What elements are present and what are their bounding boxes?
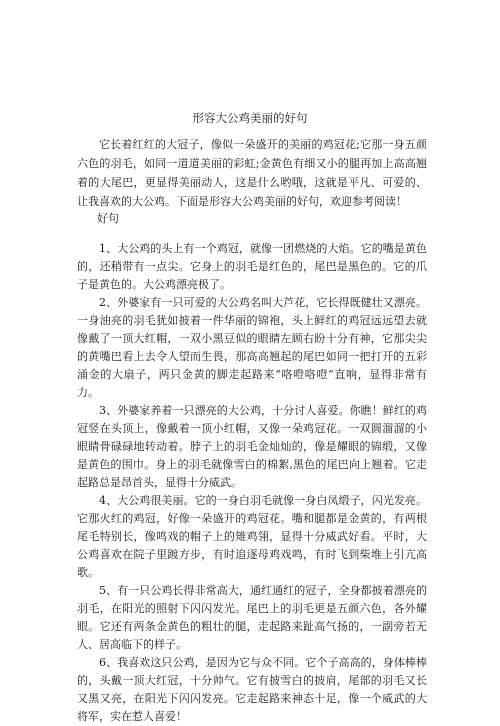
intro-paragraph: 它长着红红的大冠子，像似一朵盛开的美丽的鸡冠花;它那一身五颜六色的羽毛，如同一道道美丽的彩虹;金黄色有细又小的腿再加上高高翘着的大尾巴，更显得美丽动人，这是什么哟哦，这就是平凡、可爱的、让我喜欢的大公鸡。下面是形容大公鸡美丽的好句，欢迎参考阅读！ — [77, 138, 427, 208]
document-title: 形容大公鸡美丽的好句 — [192, 111, 308, 125]
sentence-list — [77, 240, 427, 726]
list-item: 1、大公鸡的头上有一个鸡冠，就像一团燃烧的大焰。它的嘴是黄色的，还稍带有一点尖。它身上的羽毛是红色的，尾巴是黑色的。它的爪子是黄色的。大公鸡漂亮极了。 — [77, 242, 427, 291]
list-item: 2、外婆家有一只可爱的大公鸡名叫大芦花，它长得既健壮又漂亮。一身油亮的羽毛犹如披着一件华丽的锦袍，头上鲜红的鸡冠远远望去就像戴了一顶大红帽，一双小黑豆似的眼睛左顾右盼十分有神，它那尖尖的黄嘴巴看上去令人望而生畏，那高高翘起的尾巴如同一把打开的五彩涌金的大扇子，两只金黄的脚走起路来“咯噔咯噔”直响，显得非常有力。 — [77, 296, 427, 399]
section-heading: 好句 — [97, 212, 119, 225]
list-item: 6、我喜欢这只公鸡，是因为它与众不同。它个子高高的，身体棒棒的，头戴一顶大红冠，十分帅气。它有披雪白的披肩，尾部的羽毛又长又黑又亮，在阳光下闪闪发亮。它走起路来神态十足，像一个威武的大将军，实在惹人喜爱！ — [77, 656, 427, 723]
list-item: 5、有一只公鸡长得非常高大，通红通红的冠子，全身都披着漂亮的羽毛，在阳光的照射下闪闪发光。尾巴上的羽毛更是五颜六色，各外耀眼。它还有两条金黄色的粗壮的腿，走起路来趾高气扬的，一副旁若无人、居高临下的样子。 — [77, 584, 427, 651]
list-item: 4、大公鸡很美丽。它的一身白羽毛就像一身白凤缎子，闪光发亮。它那火红的鸡冠，好像一朵盛开的鸡冠花。嘴和腿都是金黄的，有两根尾毛特别长，像鸣戏的帽子上的雉鸡翎，显得十分威武好看。平时，大公鸡喜欢在院子里踱方步，有时追逐母鸡戏鸣，有时飞到柴堆上引亢高歌。 — [77, 494, 427, 579]
list-item: 3、外婆家养着一只漂亮的大公鸡，十分讨人喜爱。你瞧！鲜红的鸡冠竖在头顶上，像戴着一顶小红帽，又像一朵鸡冠花。一双圆溜溜的小眼睛骨碌碌地转动着。脖子上的羽毛金灿灿的，像是耀眼的锦缎，又像是黄色的围巾。身上的羽毛就像雪白的棉絮,黑色的尾巴向上翘着。它走起路总是昂首头，显得十分威武。 — [77, 404, 427, 489]
